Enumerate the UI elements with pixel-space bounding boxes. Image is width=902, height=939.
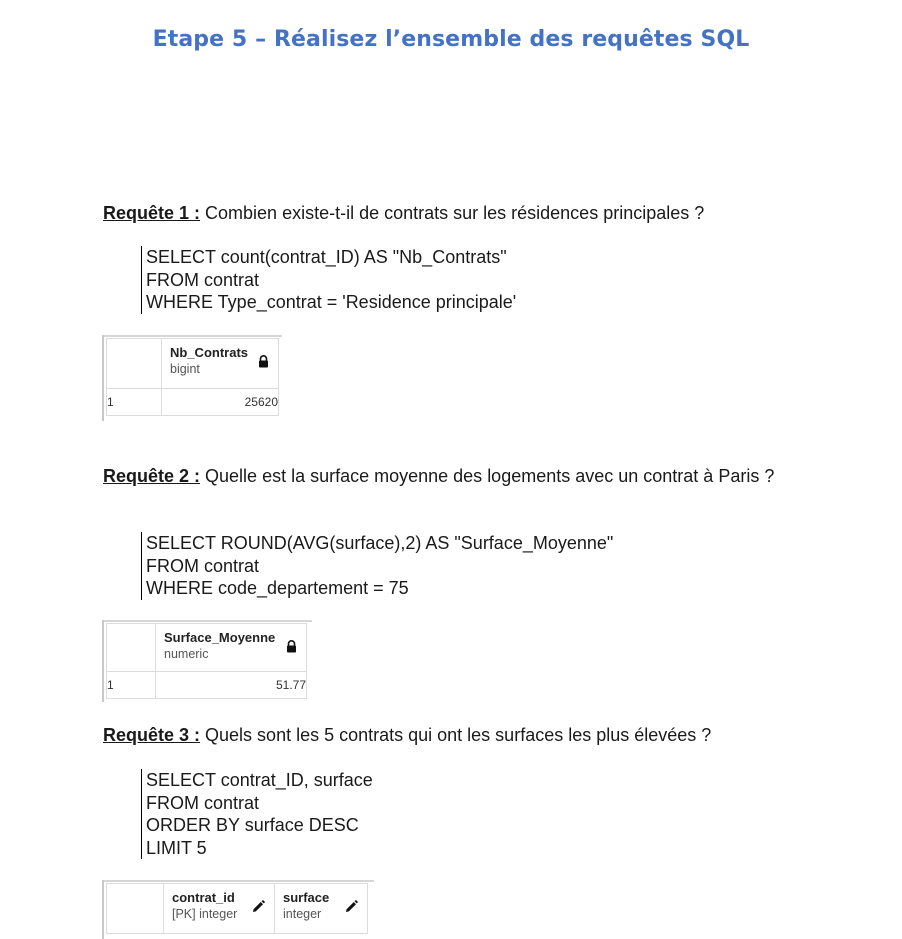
grid-top-border — [104, 620, 312, 622]
row-number: 1 — [107, 672, 156, 699]
sql-line: WHERE Type_contrat = 'Residence principale' — [146, 292, 517, 312]
sql-line: WHERE code_departement = 75 — [146, 578, 409, 598]
query-2-question — [103, 465, 793, 488]
row-number-header — [107, 884, 164, 934]
query-3-result-grid — [102, 880, 374, 939]
column-name: Nb_Contrats — [170, 345, 249, 360]
query-1-label: Requête 1 : — [103, 203, 201, 223]
lock-icon — [286, 640, 297, 653]
column-name: Surface_Moyenne — [164, 630, 276, 645]
column-type: [PK] integer — [172, 907, 238, 921]
column-header-surface[interactable] — [275, 884, 368, 934]
table-row[interactable] — [107, 672, 307, 699]
column-name: surface — [283, 890, 330, 905]
page-title: Etape 5 – Réalisez l’ensemble des requêtes SQL — [152, 27, 750, 52]
table-row[interactable] — [107, 389, 279, 416]
column-header-contrat-id[interactable] — [164, 884, 275, 934]
grid-top-border — [104, 880, 374, 882]
query-2-text: Quelle est la surface moyenne des logements avec un contrat à Paris ? — [200, 466, 775, 486]
query-2-result-grid — [102, 620, 312, 702]
row-number-header — [107, 339, 162, 389]
sql-line: FROM contrat — [146, 555, 260, 576]
column-type: bigint — [170, 362, 200, 376]
cell-value[interactable]: 51.77 — [156, 672, 307, 699]
row-number-header — [107, 624, 156, 672]
sql-line: SELECT contrat_ID, surface — [146, 770, 373, 790]
query-3-question — [103, 724, 793, 747]
query-1-sql — [141, 246, 516, 314]
sql-line: SELECT count(contrat_ID) AS "Nb_Contrats" — [146, 247, 507, 267]
column-header-nb-contrats[interactable] — [162, 339, 279, 389]
pencil-icon[interactable] — [252, 900, 265, 913]
query-3-text: Quels sont les 5 contrats qui ont les surfaces les plus élevées ? — [200, 725, 712, 745]
query-2-sql — [141, 532, 613, 600]
sql-line: ORDER BY surface DESC — [146, 815, 359, 835]
sql-line: LIMIT 5 — [146, 837, 207, 858]
column-header-surface-moyenne[interactable] — [156, 624, 307, 672]
sql-line: FROM contrat — [146, 269, 260, 290]
query-1-question — [103, 202, 793, 225]
row-number: 1 — [107, 389, 162, 416]
sql-line: SELECT ROUND(AVG(surface),2) AS "Surface_Moyenne" — [146, 533, 614, 553]
query-3-label: Requête 3 : — [103, 725, 201, 745]
query-1-result-grid — [102, 335, 282, 421]
query-1-text: Combien existe-t-il de contrats sur les résidences principales ? — [200, 203, 705, 223]
column-type: integer — [283, 907, 322, 921]
lock-icon — [258, 355, 269, 368]
column-type: numeric — [164, 647, 209, 661]
column-name: contrat_id — [172, 890, 235, 905]
cell-value[interactable]: 25620 — [162, 389, 279, 416]
grid-top-border — [104, 335, 282, 337]
query-3-sql — [141, 769, 373, 859]
pencil-icon[interactable] — [345, 900, 358, 913]
query-2-label: Requête 2 : — [103, 466, 201, 486]
sql-line: FROM contrat — [146, 792, 260, 813]
